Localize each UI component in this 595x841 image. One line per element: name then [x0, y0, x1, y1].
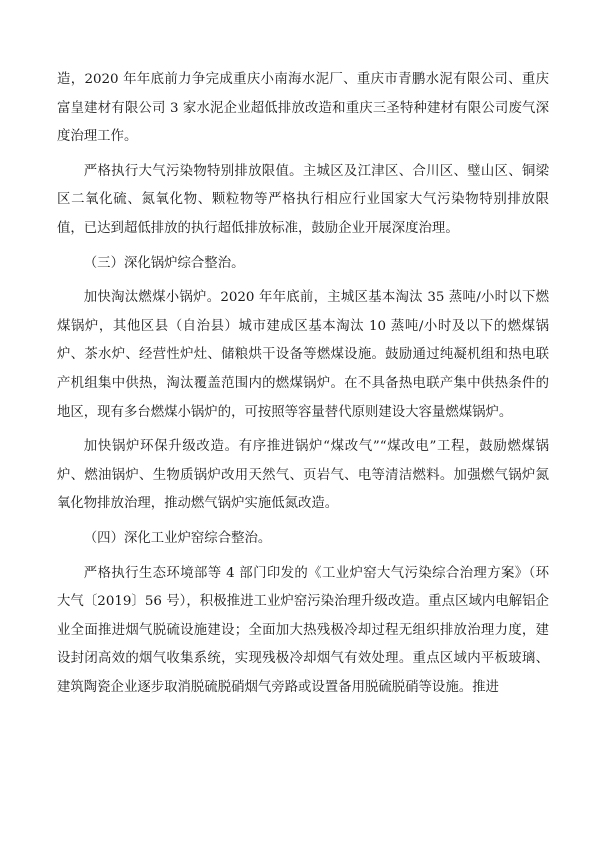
paragraph-boiler-upgrade: 加快锅炉环保升级改造。有序推进锅炉“煤改气”“煤改电”工程，鼓励燃煤锅炉、燃油锅炉、生物质锅炉改用天然气、页岩气、电等清洁燃料。加强燃气锅炉氮氧化物排放治理，推动燃气锅炉实施低氮改造。: [57, 439, 549, 512]
section-heading-boiler: （三）深化锅炉综合整治。: [83, 255, 245, 271]
document-page: [57, 66, 549, 702]
paragraph-small-boiler-phaseout: 加快淘汰燃煤小锅炉。2020 年年底前，主城区基本淘汰 35 蒸吨/小时以下燃煤锅炉，其他区县（自治县）城市建成区基本淘汰 10 蒸吨/小时及以下的燃煤锅炉、茶水炉、经营性炉灶、储粮烘干设备等燃煤设施。鼓励通过纯凝机组和热电联产机组集中供热，淘汰覆盖范围内的燃煤锅炉。在不具备热电联产集中供热条件的地区，现有多台燃煤小锅炉的，可按照等容量替代原则建设大容量燃煤锅炉。: [57, 290, 549, 420]
paragraph-cement-upgrade: 造，2020 年年底前力争完成重庆小南海水泥厂、重庆市青鹏水泥有限公司、重庆富皇建材有限公司 3 家水泥企业超低排放改造和重庆三圣特种建材有限公司废气深度治理工作。: [57, 72, 549, 145]
paragraph-kiln-governance: 严格执行生态环境部等 4 部门印发的《工业炉窑大气污染综合治理方案》（环大气〔2019〕56 号），积极推进工业炉窑污染治理升级改造。重点区域内电解铝企业全面推进烟气脱硫设施建设；全面加大热残极冷却过程无组织排放治理力度，建设封闭高效的烟气收集系统，实现残极冷却烟气有效处理。重点区域内平板玻璃、建筑陶瓷企业逐步取消脱硫脱硝烟气旁路或设置备用脱硫脱硝等设施。推进: [57, 565, 549, 695]
section-heading-kiln: （四）深化工业炉窑综合整治。: [83, 530, 272, 546]
paragraph-emission-limits: 严格执行大气污染物特别排放限值。主城区及江津区、合川区、璧山区、铜梁区二氧化硫、氮氧化物、颗粒物等严格执行相应行业国家大气污染物特别排放限值，已达到超低排放的执行超低排放标准，鼓励企业开展深度治理。: [57, 163, 549, 236]
